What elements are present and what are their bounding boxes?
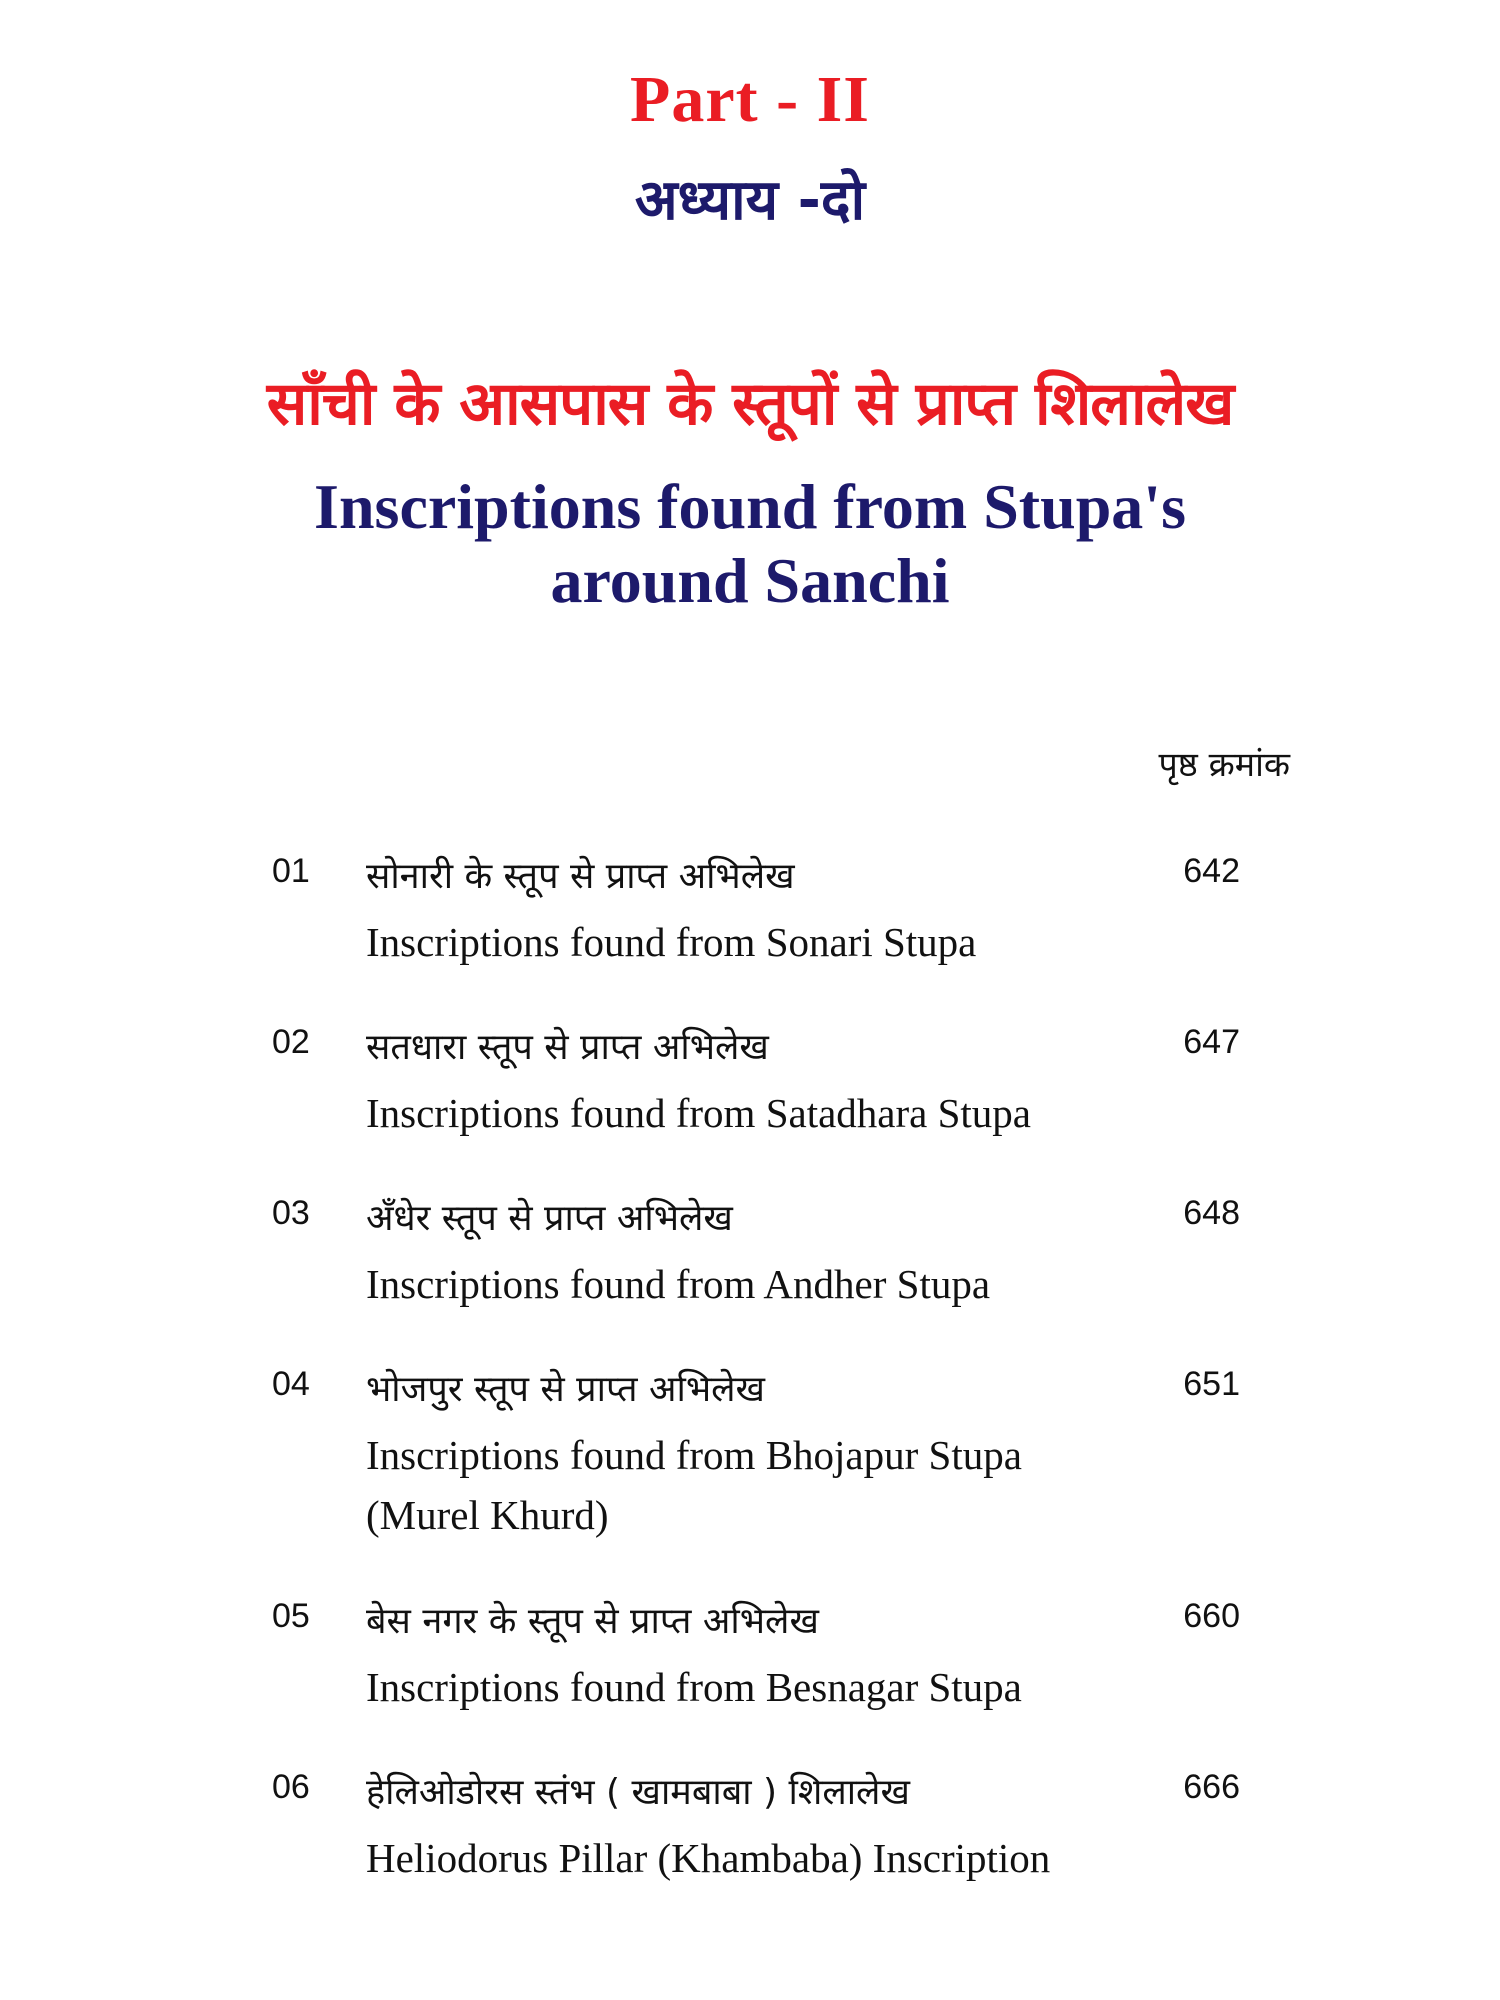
toc-entry-page-number: 651 xyxy=(1183,1365,1240,1403)
toc-entry-number: 01 xyxy=(272,852,310,890)
toc-entry-title-hindi: बेस नगर के स्तूप से प्राप्त अभिलेख xyxy=(366,1601,819,1642)
section-title-english-line1: Inscriptions found from Stupa's xyxy=(314,471,1186,542)
toc-entry-page-number: 666 xyxy=(1183,1768,1240,1806)
toc-entry-number: 03 xyxy=(272,1194,310,1232)
toc-entry-title-english: Heliodorus Pillar (Khambaba) Inscription xyxy=(366,1835,1051,1881)
toc-entry-title-hindi: सोनारी के स्तूप से प्राप्त अभिलेख xyxy=(366,856,795,897)
toc-entry-title-hindi: हेलिओडोरस स्तंभ ( खामबाबा ) शिलालेख xyxy=(366,1772,910,1813)
toc-entry-page-number: 647 xyxy=(1183,1023,1240,1061)
part-title: Part - II xyxy=(630,63,870,136)
toc-entry-number: 04 xyxy=(272,1365,310,1403)
toc-entry-title-english: Inscriptions found from Sonari Stupa xyxy=(366,919,977,965)
toc-entry-title-english: Inscriptions found from Besnagar Stupa xyxy=(366,1664,1022,1710)
toc-entry-title-english: Inscriptions found from Andher Stupa xyxy=(366,1261,991,1307)
toc-entry-number: 05 xyxy=(272,1597,310,1635)
section-title-english-line2: around Sanchi xyxy=(550,545,950,616)
chapter-title-hindi: अध्याय -दो xyxy=(634,168,866,233)
section-title-english xyxy=(0,470,1500,618)
toc-entry-title-hindi: अँधेर स्तूप से प्राप्त अभिलेख xyxy=(366,1198,733,1239)
page-number-column-header: पृष्ठ क्रमांक xyxy=(1158,745,1290,785)
toc-entry-page-number: 660 xyxy=(1183,1597,1240,1635)
toc-entry-title-hindi: भोजपुर स्तूप से प्राप्त अभिलेख xyxy=(366,1369,766,1410)
toc-entry-title-english: Inscriptions found from Bhojapur Stupa (Murel Khurd) xyxy=(366,1432,1022,1538)
toc-entry-title-hindi: सतधारा स्तूप से प्राप्त अभिलेख xyxy=(366,1027,769,1068)
section-title-hindi: साँची के आसपास के स्तूपों से प्राप्त शिलालेख xyxy=(266,369,1234,439)
toc-entry-number: 06 xyxy=(272,1768,310,1806)
toc-entry-number: 02 xyxy=(272,1023,310,1061)
toc-entry-page-number: 642 xyxy=(1183,852,1240,890)
toc-entry-page-number: 648 xyxy=(1183,1194,1240,1232)
toc-entry-title-english: Inscriptions found from Satadhara Stupa xyxy=(366,1090,1031,1136)
